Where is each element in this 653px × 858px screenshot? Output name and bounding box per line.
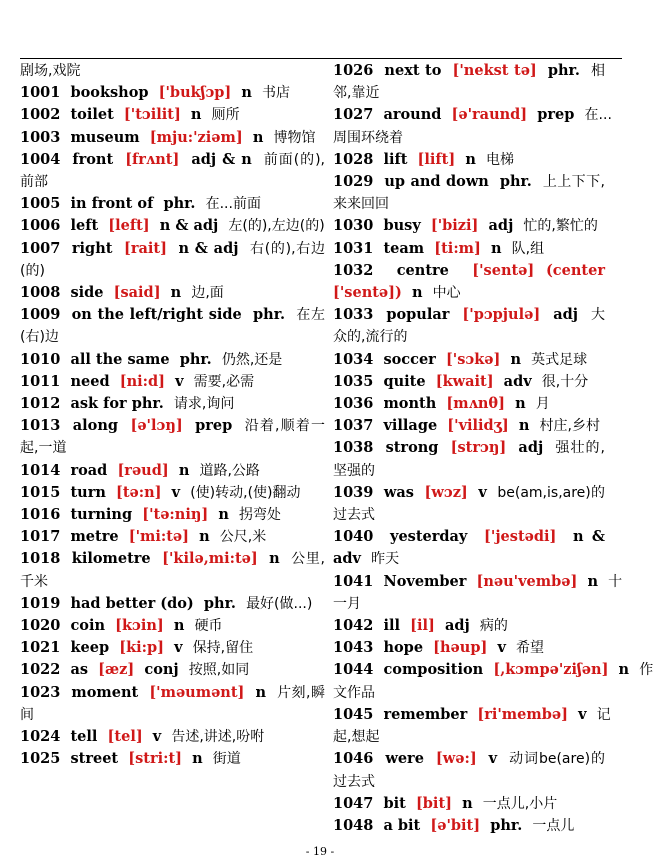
entry-definition: (使)转动,(使)翻动 [190,484,301,501]
entry-number: 1045 [333,705,374,723]
entry-definition: 很,十分 [541,373,589,390]
entry-number: 1031 [333,239,374,257]
entry-phonetic: [ni:d] [119,372,165,390]
entry-number: 1004 [20,150,61,168]
entry-pos: v [174,639,183,657]
vocab-entry [20,282,325,304]
entry-number: 1034 [333,350,374,368]
entry-phonetic: [ə'lɔŋ] [130,417,183,435]
entry-word: centre [396,261,449,279]
entry-number: 1044 [333,661,374,679]
entry-phonetic: ['kilə,mi:tə] [162,550,258,568]
entry-phonetic: ['jestədi] [484,528,557,546]
vocab-entry [20,238,325,282]
vocab-entry [333,349,605,371]
entry-pos: v [497,639,506,657]
entry-number: 1012 [20,395,61,413]
entry-word: turn [70,483,106,501]
vocab-entry [333,215,605,237]
entry-definition: 村庄,乡村 [539,418,600,435]
entry-word: street [70,750,119,768]
entry-pos: n [218,506,229,524]
entry-phonetic: [stri:t] [128,750,183,768]
entry-pos: prep [195,417,233,435]
entry-word: coin [70,617,106,635]
entry-word: month [383,395,437,413]
vocab-entry [333,659,653,703]
vocab-entry [20,127,325,149]
entry-number: 1005 [20,195,61,213]
entry-pos: n [173,617,185,635]
entry-definition: 仍然,还是 [221,351,283,368]
entry-number: 1039 [333,483,374,501]
entry-pos: v [488,750,498,768]
vocab-entry [333,393,605,415]
entry-definition: 左(的),左边(的) [228,218,325,235]
entry-number: 1048 [333,816,374,834]
vocab-entry [20,726,325,748]
entry-pos: prep [537,106,575,124]
entry-word: was [383,483,414,501]
entry-number: 1038 [333,439,374,457]
entry-definition: 病的 [479,618,508,635]
entry-phonetic: [rəud] [117,461,169,479]
entry-definition: 前面(的),前部 [20,151,325,191]
entry-phonetic: ['tə:niŋ] [142,506,209,524]
entry-number: 1002 [20,106,61,124]
entry-word: along [72,417,119,435]
entry-pos: n [199,528,210,546]
entry-phonetic: ['məumənt] [149,683,245,701]
entry-word: remember [383,705,468,723]
entry-pos: n [587,572,598,590]
entry-pos: n [252,128,264,146]
vocab-entry [20,415,325,459]
vocab-entry [333,415,605,437]
entry-definition: 道路,公路 [199,462,260,479]
entry-word: composition [383,661,484,679]
entry-word: were [385,750,424,768]
entry-word: bookshop [70,84,149,102]
entry-pos: adj [444,617,470,635]
entry-pos: n [411,284,423,302]
entry-phonetic: [rait] [123,239,167,257]
entry-pos: n [190,106,202,124]
entry-phonetic: [ti:m] [434,239,481,257]
entry-definition: 电梯 [485,151,514,168]
entry-phonetic: [kɔin] [115,617,164,635]
entry-phonetic: [said] [113,284,161,302]
entry-number: 1008 [20,284,61,302]
entry-word: side [70,284,104,302]
entry-pos: n [269,550,280,568]
vocab-entry [333,815,605,837]
entry-word: up and down [384,173,489,191]
entry-number: 1037 [333,417,374,435]
vocab-entry [20,149,325,193]
vocab-entry [20,460,325,482]
vocab-entry [333,238,605,260]
entry-phonetic: [nəu'vembə] [476,572,578,590]
entry-word: all the same [70,350,170,368]
entry-definition: 边,面 [191,285,224,302]
entry-word: had better (do) [70,594,194,612]
entry-definition: 英式足球 [531,351,588,368]
entry-phonetic: [wə:] [435,750,477,768]
entry-word: kilometre [71,550,151,568]
entry-number: 1001 [20,84,61,102]
entry-pos: adj & n [191,150,252,168]
vocab-entry [20,104,325,126]
entry-phonetic: [,kɔmpə'ziʃən] [493,661,609,679]
entry-definition: 书店 [262,85,291,102]
entry-number: 1021 [20,639,61,657]
vocab-entry [333,60,605,104]
entry-word: bit [383,794,406,812]
entry-definition: 保持,留住 [192,640,254,657]
vocab-entry [333,104,612,148]
entry-definition: 沿着,顺着一起,一道 [20,418,325,457]
entry-number: 1020 [20,617,61,635]
entry-definition: 大众的,流行的 [333,307,605,346]
entry-phonetic: [həup] [433,639,488,657]
entry-definition: 需要,必需 [193,373,255,390]
entry-number: 1028 [333,150,374,168]
entry-pos: phr. [490,816,523,834]
left-column [20,60,325,771]
entry-phonetic: ['sentə] (center ['sentə]) [333,261,605,302]
entry-number: 1007 [20,239,61,257]
entry-number: 1047 [333,794,374,812]
vocab-entry [333,793,605,815]
entry-word: strong [385,439,439,457]
entry-phonetic: [ki:p] [119,639,164,657]
entry-definition: 动词be(are)的过去式 [333,751,605,790]
entry-definition: 公尺,米 [219,529,267,546]
entry-definition: 队,组 [511,240,545,257]
entry-word: tell [70,728,98,746]
vocab-entry [20,193,325,215]
entry-phonetic: [æz] [98,661,135,679]
entry-number: 1032 [333,261,374,279]
vocab-entry [20,615,325,637]
entry-word: on the left/right side [71,306,242,324]
entry-word: toilet [70,106,114,124]
entry-number: 1014 [20,461,61,479]
entry-number: 1003 [20,128,61,146]
entry-word: hope [383,639,424,657]
entry-number: 1018 [20,550,61,568]
entry-phonetic: ['nekst tə] [452,62,537,79]
continuation-text: 剧场,戏院 [20,63,81,79]
entry-definition: 一点儿,小片 [482,795,558,812]
entry-definition: 公里,千米 [20,551,325,590]
entry-number: 1015 [20,483,61,501]
entry-definition: 告述,讲述,吩咐 [171,729,265,746]
entry-number: 1011 [20,372,61,390]
entry-phonetic: [kwait] [435,372,494,390]
entry-phonetic: ['pɔpjulə] [462,306,541,324]
entry-phonetic: [ə'bit] [430,816,481,834]
entry-definition: 街道 [212,751,241,768]
vocab-entry [20,393,325,415]
entry-definition: 拐弯处 [239,507,281,524]
entry-number: 1010 [20,350,61,368]
entry-word: front [72,150,114,168]
entry-word: ill [383,617,400,635]
entry-pos: n [178,461,190,479]
entry-word: left [70,217,99,235]
entry-definition: 在...前面 [205,196,261,213]
entry-phonetic: ['mi:tə] [128,528,190,546]
entry-pos: conj [144,661,179,679]
entry-word: moment [71,683,139,701]
entry-pos: adj [553,306,578,324]
entry-number: 1025 [20,750,61,768]
entry-pos: adj [518,439,544,457]
entry-word: road [70,461,108,479]
vocab-entry [333,482,605,526]
vocab-entry [333,149,605,171]
entry-number: 1019 [20,594,61,612]
entry-definition: 片刻,瞬间 [20,684,325,723]
entry-phonetic: [mʌnθ] [446,395,505,413]
entry-definition: 硬币 [194,618,223,635]
vocab-entry [20,637,325,659]
entry-pos: phr. [499,173,532,191]
vocab-entry [333,437,605,481]
entry-definition: be(am,is,are)的过去式 [333,484,605,524]
entry-pos: n [618,661,630,679]
entry-phonetic: [lift] [417,150,456,168]
vocab-entry [20,682,325,726]
entry-number: 1036 [333,395,374,413]
entry-word: soccer [383,350,436,368]
entry-word: in front of [70,195,154,213]
entry-definition: 右(的),右边(的) [20,240,325,279]
entry-definition: 十一月 [333,573,623,612]
vocab-entry [333,637,605,659]
entry-phonetic: [frʌnt] [125,150,180,168]
entry-word: turning [70,506,133,524]
entry-word: yesterday [390,528,468,546]
vocab-entry [20,349,325,371]
entry-pos: n [490,239,502,257]
entry-definition: 在左(右)边 [20,307,325,346]
vocab-entry [20,526,325,548]
entry-pos: phr. [163,195,196,213]
page-number: - 19 - [305,845,335,858]
entry-word: a bit [383,816,421,834]
vocab-entry [333,304,605,348]
entry-number: 1046 [333,750,374,768]
entry-definition: 月 [535,396,550,413]
entry-phonetic: [mju:'ziəm] [149,128,243,146]
entry-word: quite [383,372,426,390]
entry-pos: n [170,284,182,302]
entry-word: popular [386,306,450,324]
entry-definition: 在...周围环绕着 [333,107,612,146]
entry-word: keep [70,639,110,657]
entry-definition: 作文作品 [333,662,653,701]
vocab-entry [333,526,605,570]
entry-pos: v [152,728,162,746]
entry-pos: n [462,794,473,812]
entry-word: next to [384,62,442,79]
vocab-entry [20,593,325,615]
entry-pos: n [465,150,476,168]
entry-phonetic: ['tɔilit] [123,106,181,124]
entry-pos: v [171,483,181,501]
vocab-entry [20,371,325,393]
entry-definition: 强壮的,坚强的 [333,440,605,479]
entry-number: 1022 [20,661,61,679]
vocab-entry [333,260,605,304]
entry-pos: phr. [179,350,212,368]
entry-definition: 忙的,繁忙的 [523,218,598,235]
entry-pos: n [515,395,526,413]
entry-phonetic: [ri'membə] [477,705,568,723]
entry-pos: n [518,417,530,435]
entry-word: as [70,661,89,679]
entry-definition: 记起,想起 [333,706,611,746]
entry-number: 1013 [20,417,61,435]
entry-pos: phr. [253,306,286,324]
entry-word: November [383,572,467,590]
entry-pos: n & adv [333,528,606,568]
vocab-entry [20,304,325,348]
entry-phonetic: ['bukʃɔp] [158,84,232,102]
entry-pos: adj [488,217,514,235]
vocab-entry [20,748,325,770]
entry-number: 1041 [333,572,374,590]
entry-definition: 一点儿 [532,817,575,834]
entry-number: 1027 [333,106,374,124]
entry-word: lift [383,150,408,168]
entry-number: 1016 [20,506,61,524]
entry-number: 1017 [20,528,61,546]
entry-phonetic: [bit] [415,794,453,812]
entry-definition: 按照,如同 [188,662,250,679]
entry-phonetic: ['sɔkə] [445,350,501,368]
entry-pos: v [578,705,587,723]
vocab-entry [20,215,325,237]
entry-number: 1006 [20,217,61,235]
entry-definition: 最好(做...) [246,595,313,612]
entry-word: need [70,372,110,390]
entry-word: museum [70,128,140,146]
vocab-entry [333,171,605,215]
entry-word: metre [70,528,119,546]
entry-pos: v [478,483,487,501]
entry-number: 1023 [20,683,61,701]
entry-pos: n [510,350,522,368]
entry-word: around [383,106,442,124]
entry-phonetic: [tə:n] [116,483,162,501]
entry-pos: n [255,683,267,701]
entry-number: 1035 [333,372,374,390]
entry-phonetic: [wɔz] [424,483,468,501]
vocab-entry [20,659,325,681]
entry-number: 1040 [333,528,374,546]
entry-definition: 上上下下,来来回回 [333,174,605,213]
entry-phonetic: [strɔŋ] [450,439,507,457]
entry-definition: 昨天 [371,551,400,568]
entry-number: 1042 [333,617,374,635]
entry-pos: n & adj [159,217,219,235]
entry-number: 1009 [20,306,61,324]
entry-number: 1030 [333,217,374,235]
entry-definition: 厕所 [211,107,240,124]
entry-number: 1029 [333,173,374,191]
vocab-entry [333,571,623,615]
entry-number: 1033 [333,306,374,324]
entry-pos: adv [503,372,532,390]
entry-word: busy [383,217,421,235]
entry-word: ask for phr. [70,395,164,413]
entry-pos: phr. [203,594,236,612]
vocab-entry [333,371,605,393]
entry-phonetic: ['bizi] [430,217,479,235]
entry-word: right [71,239,113,257]
vocab-entry [20,482,325,504]
entry-phonetic: ['vilidʒ] [447,417,509,435]
entry-phonetic: [il] [410,617,435,635]
entry-number: 1026 [333,62,374,79]
vocab-entry [333,704,611,748]
entry-phonetic: [tel] [107,728,143,746]
entry-definition: 博物馆 [273,129,316,146]
entry-number: 1043 [333,639,374,657]
entry-word: team [383,239,425,257]
entry-pos: n [241,84,252,102]
vocab-entry [20,82,325,104]
entry-number: 1024 [20,728,61,746]
entry-definition: 中心 [432,285,461,302]
entry-phonetic: [ə'raund] [451,106,528,124]
right-column [333,60,653,837]
vocab-entry [20,504,325,526]
entry-phonetic: [left] [108,217,150,235]
header-rule [20,58,622,59]
vocab-entry [20,548,325,592]
entry-pos: phr. [547,62,580,79]
entry-word: village [383,417,438,435]
entry-pos: n [192,750,203,768]
vocab-entry [333,615,605,637]
entry-pos: n & adj [178,239,239,257]
vocab-entry [333,748,605,792]
entry-definition: 相邻,靠近 [333,63,605,102]
entry-definition: 希望 [515,640,544,657]
entry-definition: 请求,询问 [173,396,235,413]
entry-pos: v [175,372,184,390]
